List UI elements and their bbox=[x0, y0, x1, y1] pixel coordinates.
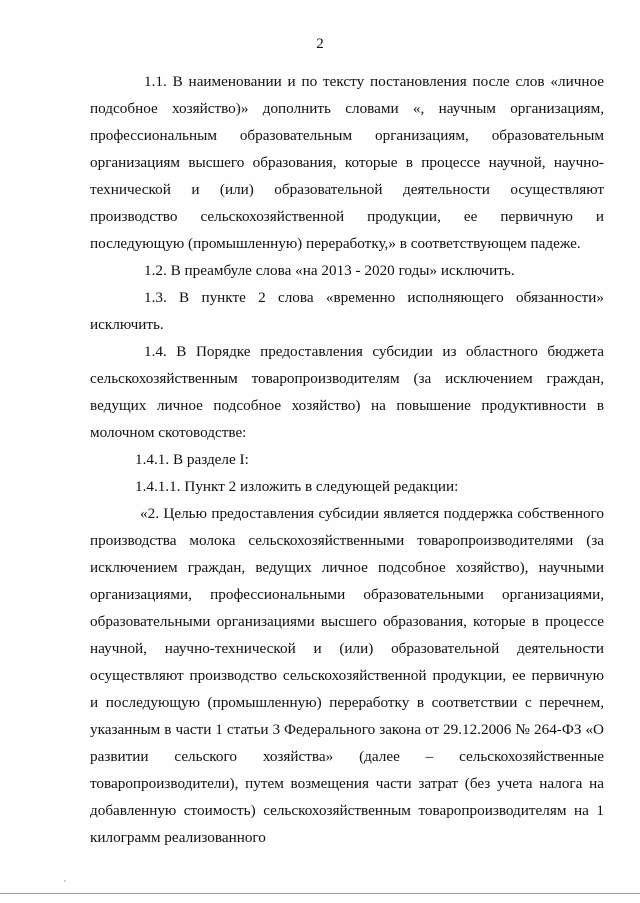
document-body bbox=[90, 68, 604, 851]
paragraph-1-3: 1.3. В пункте 2 слова «временно исполняющего обязанности» исключить. bbox=[90, 289, 604, 333]
page-bottom-rule bbox=[0, 893, 640, 894]
paragraph-1-1: 1.1. В наименовании и по тексту постановления после слов «личное подсобное хозяйство)» дополнить словами «, научным организациям, профессиональным образовательным организациям, образовательным организациям высшего образования, которые в процессе научной, научно-технической и (или) образовательной деятельности осуществляют производство сельскохозяйственной продукции, ее первичную и последующую (промышленную) переработку,» в соответствующем падеже. bbox=[90, 73, 604, 252]
paragraph-1-4-1: 1.4.1. В разделе I: bbox=[135, 451, 249, 468]
paragraph-1-2: 1.2. В преамбуле слова «на 2013 - 2020 годы» исключить. bbox=[144, 262, 515, 279]
paragraph-1-4-1-1: 1.4.1.1. Пункт 2 изложить в следующей редакции: bbox=[135, 478, 459, 495]
paragraph-quoted-point-2: «2. Целью предоставления субсидии является поддержка собственного производства молока сельскохозяйственными товаропроизводителями (за исключением граждан, ведущих личное подсобное хозяйство), научными организациями, профессиональными образовательными организациями, образовательными организациями высшего образования, которые в процессе научной, научно-технической и (или) образовательной деятельности осуществляют производство сельскохозяйственной продукции, ее первичную и последующую (промышленную) переработку в соответствии с перечнем, указанным в части 1 статьи 3 Федерального закона от 29.12.2006 № 264-ФЗ «О развитии сельского хозяйства» (далее – сельскохозяйственные товаропроизводители), путем возмещения части затрат (без учета налога на добавленную стоимость) сельскохозяйственным товаропроизводителям на 1 килограмм реализованного bbox=[90, 505, 604, 846]
scan-speck bbox=[64, 880, 66, 882]
paragraph-1-4: 1.4. В Порядке предоставления субсидии из областного бюджета сельскохозяйственным товаропроизводителям (за исключением граждан, ведущих личное подсобное хозяйство) на повышение продуктивности в молочном скотоводстве: bbox=[90, 343, 604, 441]
page-number: 2 bbox=[316, 36, 324, 52]
